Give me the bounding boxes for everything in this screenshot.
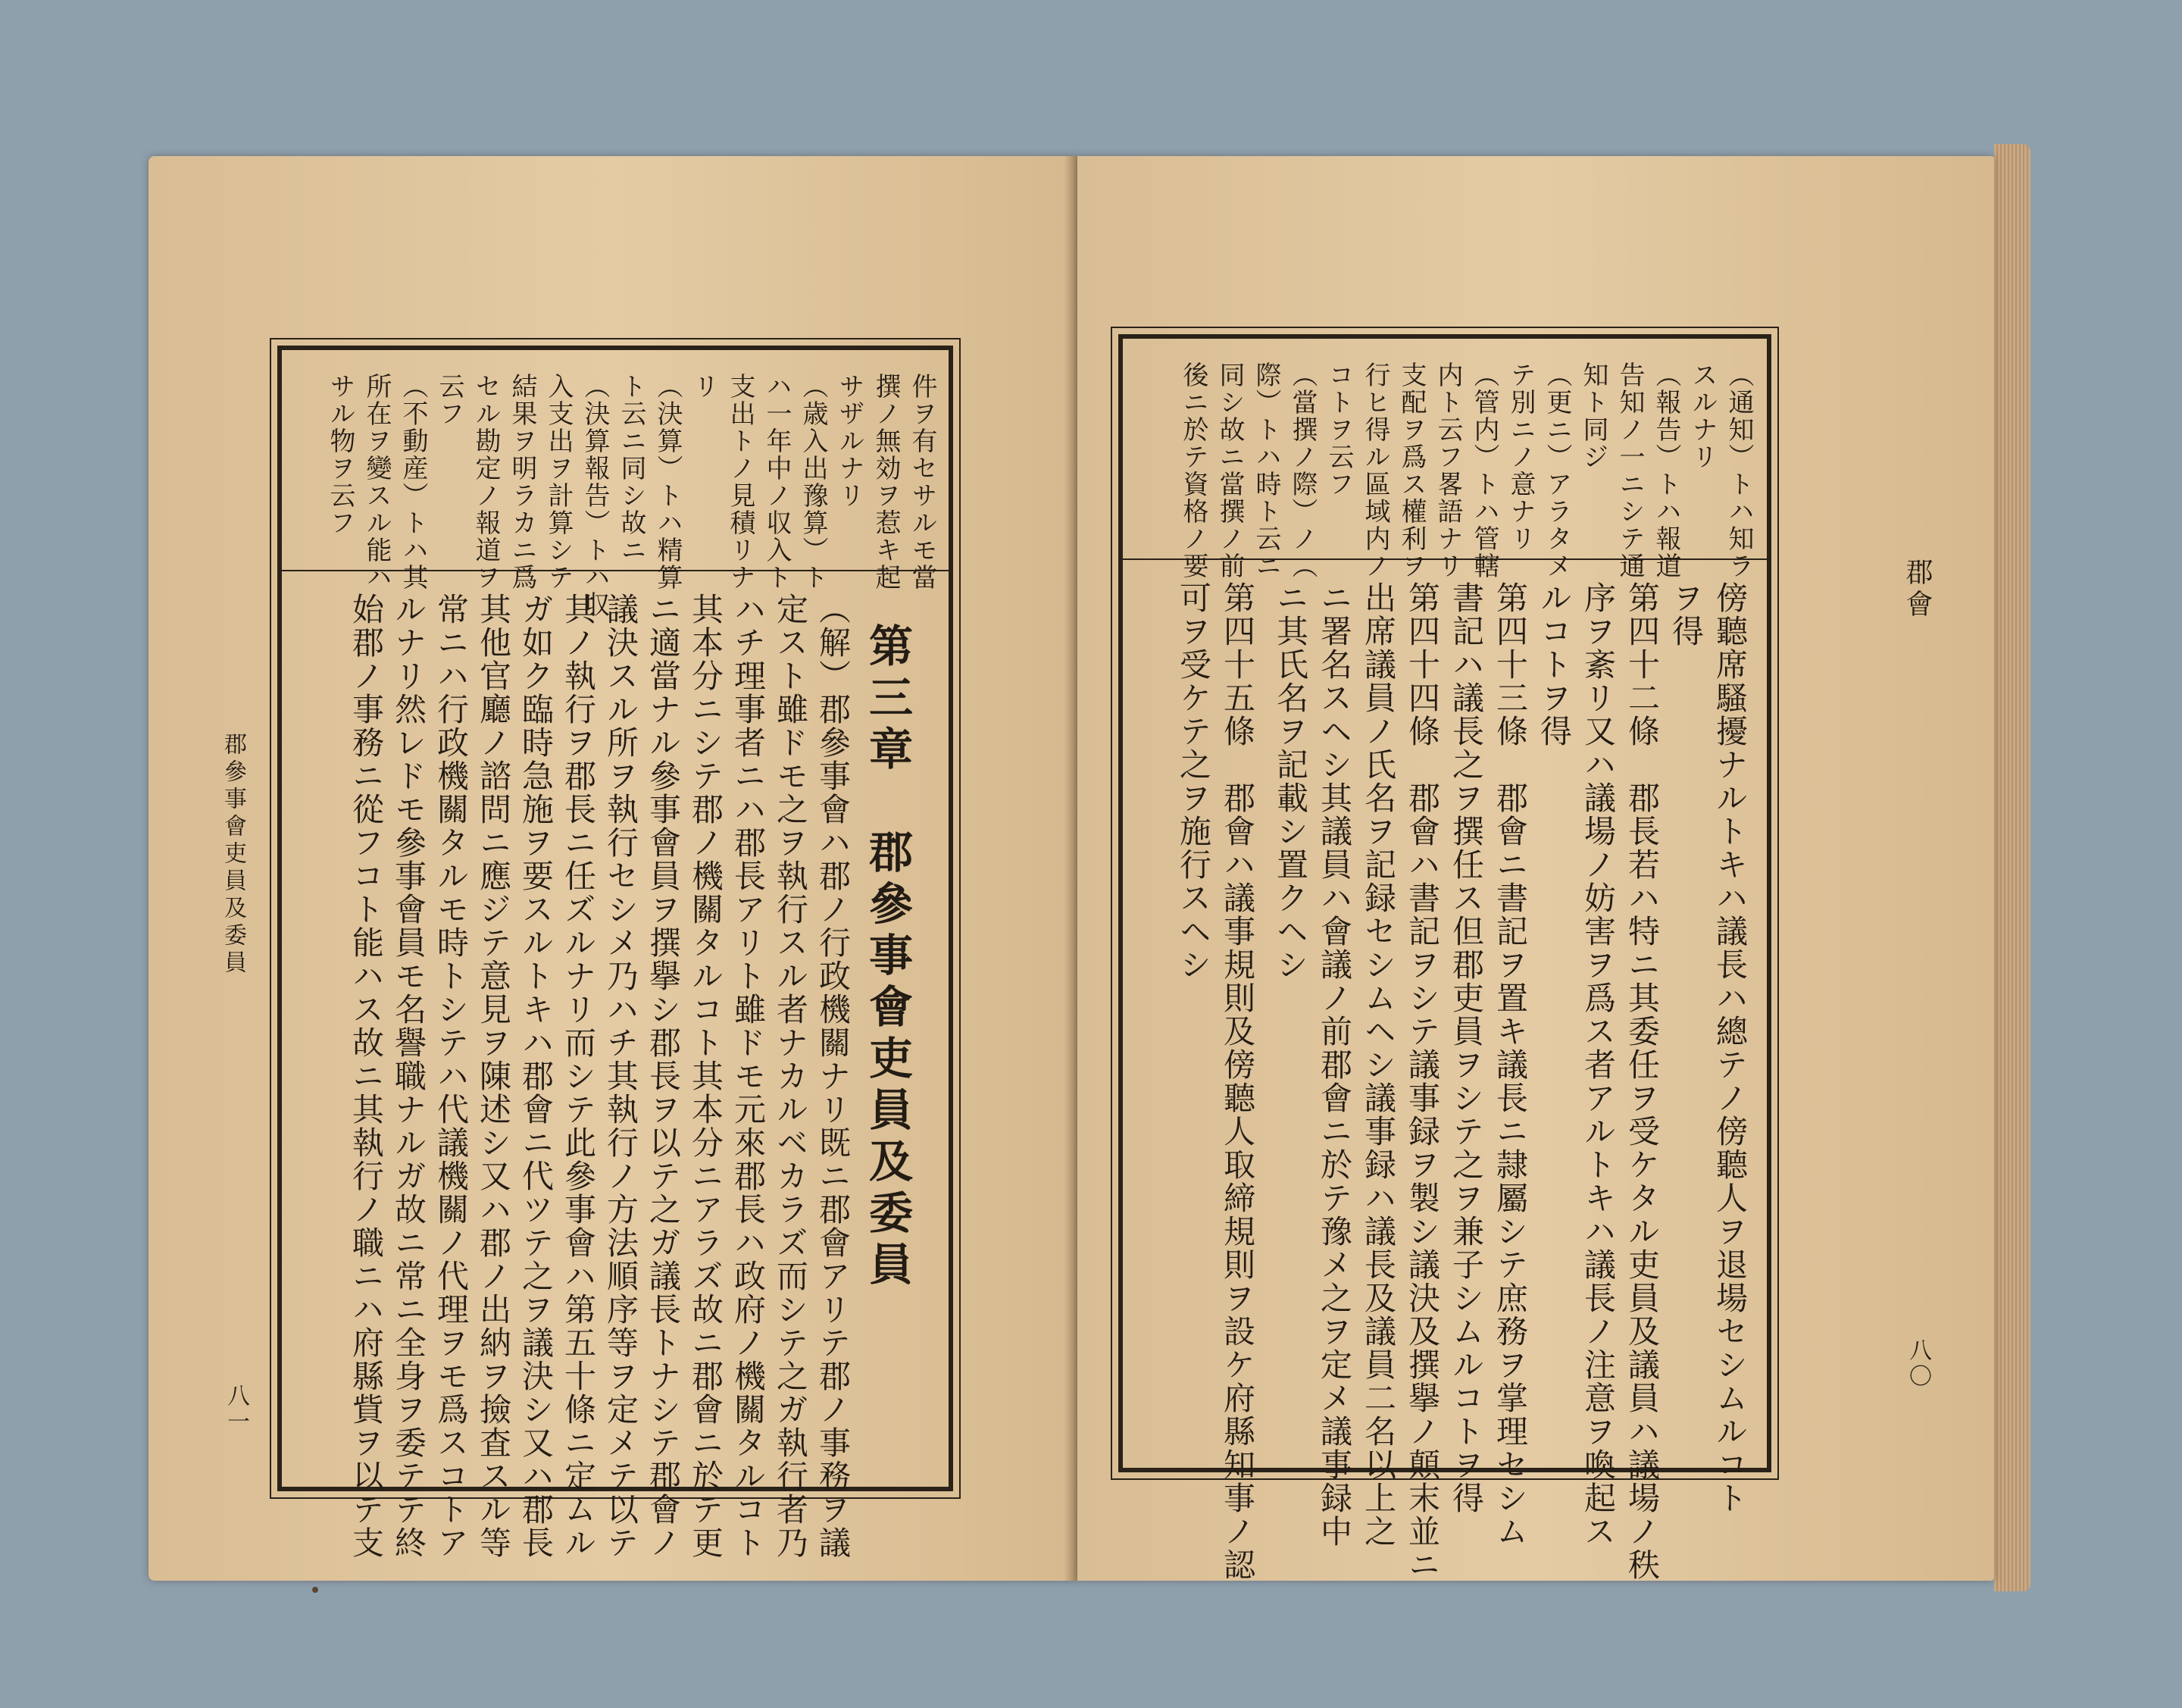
article-43: 第四十三條 郡會ニ書記ヲ置キ議長ニ隷屬シテ庶務ヲ掌理セシム <box>1492 581 1529 1548</box>
note-column: （決算報告）トハ収 <box>580 373 610 618</box>
chapter-heading: 第三章 郡參事會吏員及委員 <box>861 623 913 1293</box>
article-42: 第四十二條 郡長若ハ特ニ其委任ヲ受ケタル吏員及議員ハ議場ノ秩 <box>1624 581 1661 1581</box>
body-column: ヲ得 <box>1668 581 1705 648</box>
body-column: 書記ハ議長之ヲ撰任ス但郡吏員ヲシテ之ヲ兼子シムルコトヲ得 <box>1448 581 1485 1515</box>
page-edges <box>1994 144 2030 1591</box>
body-column: ニ其氏名ヲ記載シ置クヘシ <box>1272 581 1309 981</box>
article-44: 第四十四條 郡會ハ書記ヲシテ議事録ヲ製シ議決及撰擧ノ顛末並ニ <box>1404 581 1441 1581</box>
note-column: 支出トノ見積リナ <box>725 373 755 591</box>
note-column: 内ト云フ畧語ナリ <box>1433 361 1463 580</box>
body-column: 其本分ニシテ郡ノ機關タルコト其本分ニアラズ故ニ郡會ニ於テ更 <box>687 593 724 1559</box>
body-column: 其ノ執行ヲ郡長ニ任ズルナリ而シテ此參事會ハ第五十條ニ定ムル <box>560 593 597 1559</box>
right-running-head: 郡會 <box>1902 558 1933 621</box>
note-column: サル物ヲ云フ <box>325 373 355 536</box>
left-page-number: 八一 <box>223 1384 249 1435</box>
note-column: 告知ノ一ニシテ通 <box>1615 361 1645 580</box>
note-column: 支配ヲ爲ス權利ヲ <box>1396 361 1427 580</box>
right-page-number: 八〇 <box>1905 1338 1931 1390</box>
note-column: 撰ノ無効ヲ惹キ起 <box>871 373 901 591</box>
right-page <box>1077 156 1994 1581</box>
note-column: 後ニ於テ資格ノ要 <box>1178 361 1208 580</box>
note-column: （歳入出豫算）ト <box>798 373 828 591</box>
note-column: リ <box>689 373 719 400</box>
note-column: テ別ニノ意ナリ <box>1505 361 1536 552</box>
note-column: （不動産）トハ其 <box>398 373 428 591</box>
note-column: 入支出ヲ計算シテ <box>543 373 574 591</box>
note-column: （決算）トハ精算 <box>652 373 683 591</box>
note-column: （通知）トハ知ラ <box>1724 361 1754 580</box>
body-column: （解）郡參事會ハ郡ノ行政機關ナリ既ニ郡會アリテ郡ノ事務ヲ議 <box>814 593 852 1559</box>
note-column: 同シ故ニ當撰ノ前 <box>1214 361 1245 580</box>
note-column: 知ト同ジ <box>1578 361 1608 471</box>
left-page <box>148 156 1077 1581</box>
body-column: ニ適當ナル參事會員ヲ撰擧シ郡長ヲ以テ之ガ議長トナシテ郡會ノ <box>645 593 682 1559</box>
left-running-head: 郡參事會吏員及委員 <box>220 732 246 978</box>
body-column: ニ署名スヘシ其議員ハ會議ノ前郡會ニ於テ豫メ之ヲ定メ議事録中 <box>1316 581 1353 1548</box>
note-column: ハ一年中ノ収入ト <box>761 373 792 591</box>
body-column: 定スト雖ドモ之ヲ執行スル者ナカルベカラズ而シテ之ガ執行者乃 <box>772 593 809 1559</box>
note-column: （報告）トハ報道 <box>1651 361 1681 580</box>
open-book <box>148 144 2030 1591</box>
note-column: 結果ヲ明ラカニ爲 <box>507 373 537 591</box>
body-column: 傍聽席騷擾ナルトキハ議長ハ總テノ傍聽人ヲ退場セシムルコト <box>1712 581 1749 1515</box>
note-column: 云フ <box>434 373 464 427</box>
note-column: セル勘定ノ報道ヲ <box>470 373 501 591</box>
body-column: 可ヲ受ケテ之ヲ施行スヘシ <box>1175 581 1212 981</box>
note-column: ト云ニ同シ故ニ <box>616 373 646 564</box>
note-column: 件ヲ有セサルモ當 <box>907 373 937 591</box>
body-column: 出席議員ノ氏名ヲ記録セシムヘシ議事録ハ議長及議員二名以上之 <box>1360 581 1397 1548</box>
body-column: ルコトヲ得 <box>1536 581 1573 748</box>
body-column: 常ニハ行政機關タルモ時トシテハ代議機關ノ代理ヲモ爲スコトア <box>433 593 470 1559</box>
note-column: スルナリ <box>1687 361 1718 471</box>
note-column: 際）トハ時ト云ニ <box>1251 361 1281 580</box>
note-column: （管内）トハ管轄 <box>1469 361 1499 580</box>
body-column: 序ヲ紊リ又ハ議場ノ妨害ヲ爲ス者アルトキハ議長ノ注意ヲ喚起ス <box>1580 581 1617 1548</box>
note-column: コトヲ云フ <box>1324 361 1354 498</box>
right-text-frame <box>1118 334 1771 1581</box>
note-column: （當撰ノ際）ノ（ <box>1287 361 1318 580</box>
body-column: 議決スル所ヲ執行セシメ乃ハチ其執行ノ方法順序等ヲ定メテ以テ <box>602 593 639 1559</box>
body-column: 始郡ノ事務ニ從フコト能ハス故ニ其執行ノ職ニハ府縣貲ヲ以テ支 <box>348 593 385 1559</box>
left-text-frame <box>277 346 953 1559</box>
note-column: 行ヒ得ル區域内ノ <box>1360 361 1390 580</box>
body-column: ハチ理事者ニハ郡長アリト雖ドモ元來郡長ハ政府ノ機關タルコト <box>730 593 767 1559</box>
body-column: ガ如ク臨時急施ヲ要スルトキハ郡會ニ代ツテ之ヲ議決シ又ハ郡長 <box>517 593 555 1559</box>
body-column: 其他官廳ノ諮問ニ應ジテ意見ヲ陳述シ又ハ郡ノ出納ヲ撿査スル等 <box>475 593 512 1559</box>
note-column: サザルナリ <box>834 373 864 509</box>
binding-dot <box>312 1587 318 1593</box>
note-column: 所在ヲ變スル能ハ <box>361 373 392 591</box>
article-45: 第四十五條 郡會ハ議事規則及傍聽人取締規則ヲ設ケ府縣知事ノ認 <box>1219 581 1256 1581</box>
body-column: ルナリ然レドモ參事會員モ名譽職ナルガ故ニ常ニ全身ヲ委テテ終 <box>390 593 427 1559</box>
note-column: （更ニ）アラタメ <box>1542 361 1572 580</box>
